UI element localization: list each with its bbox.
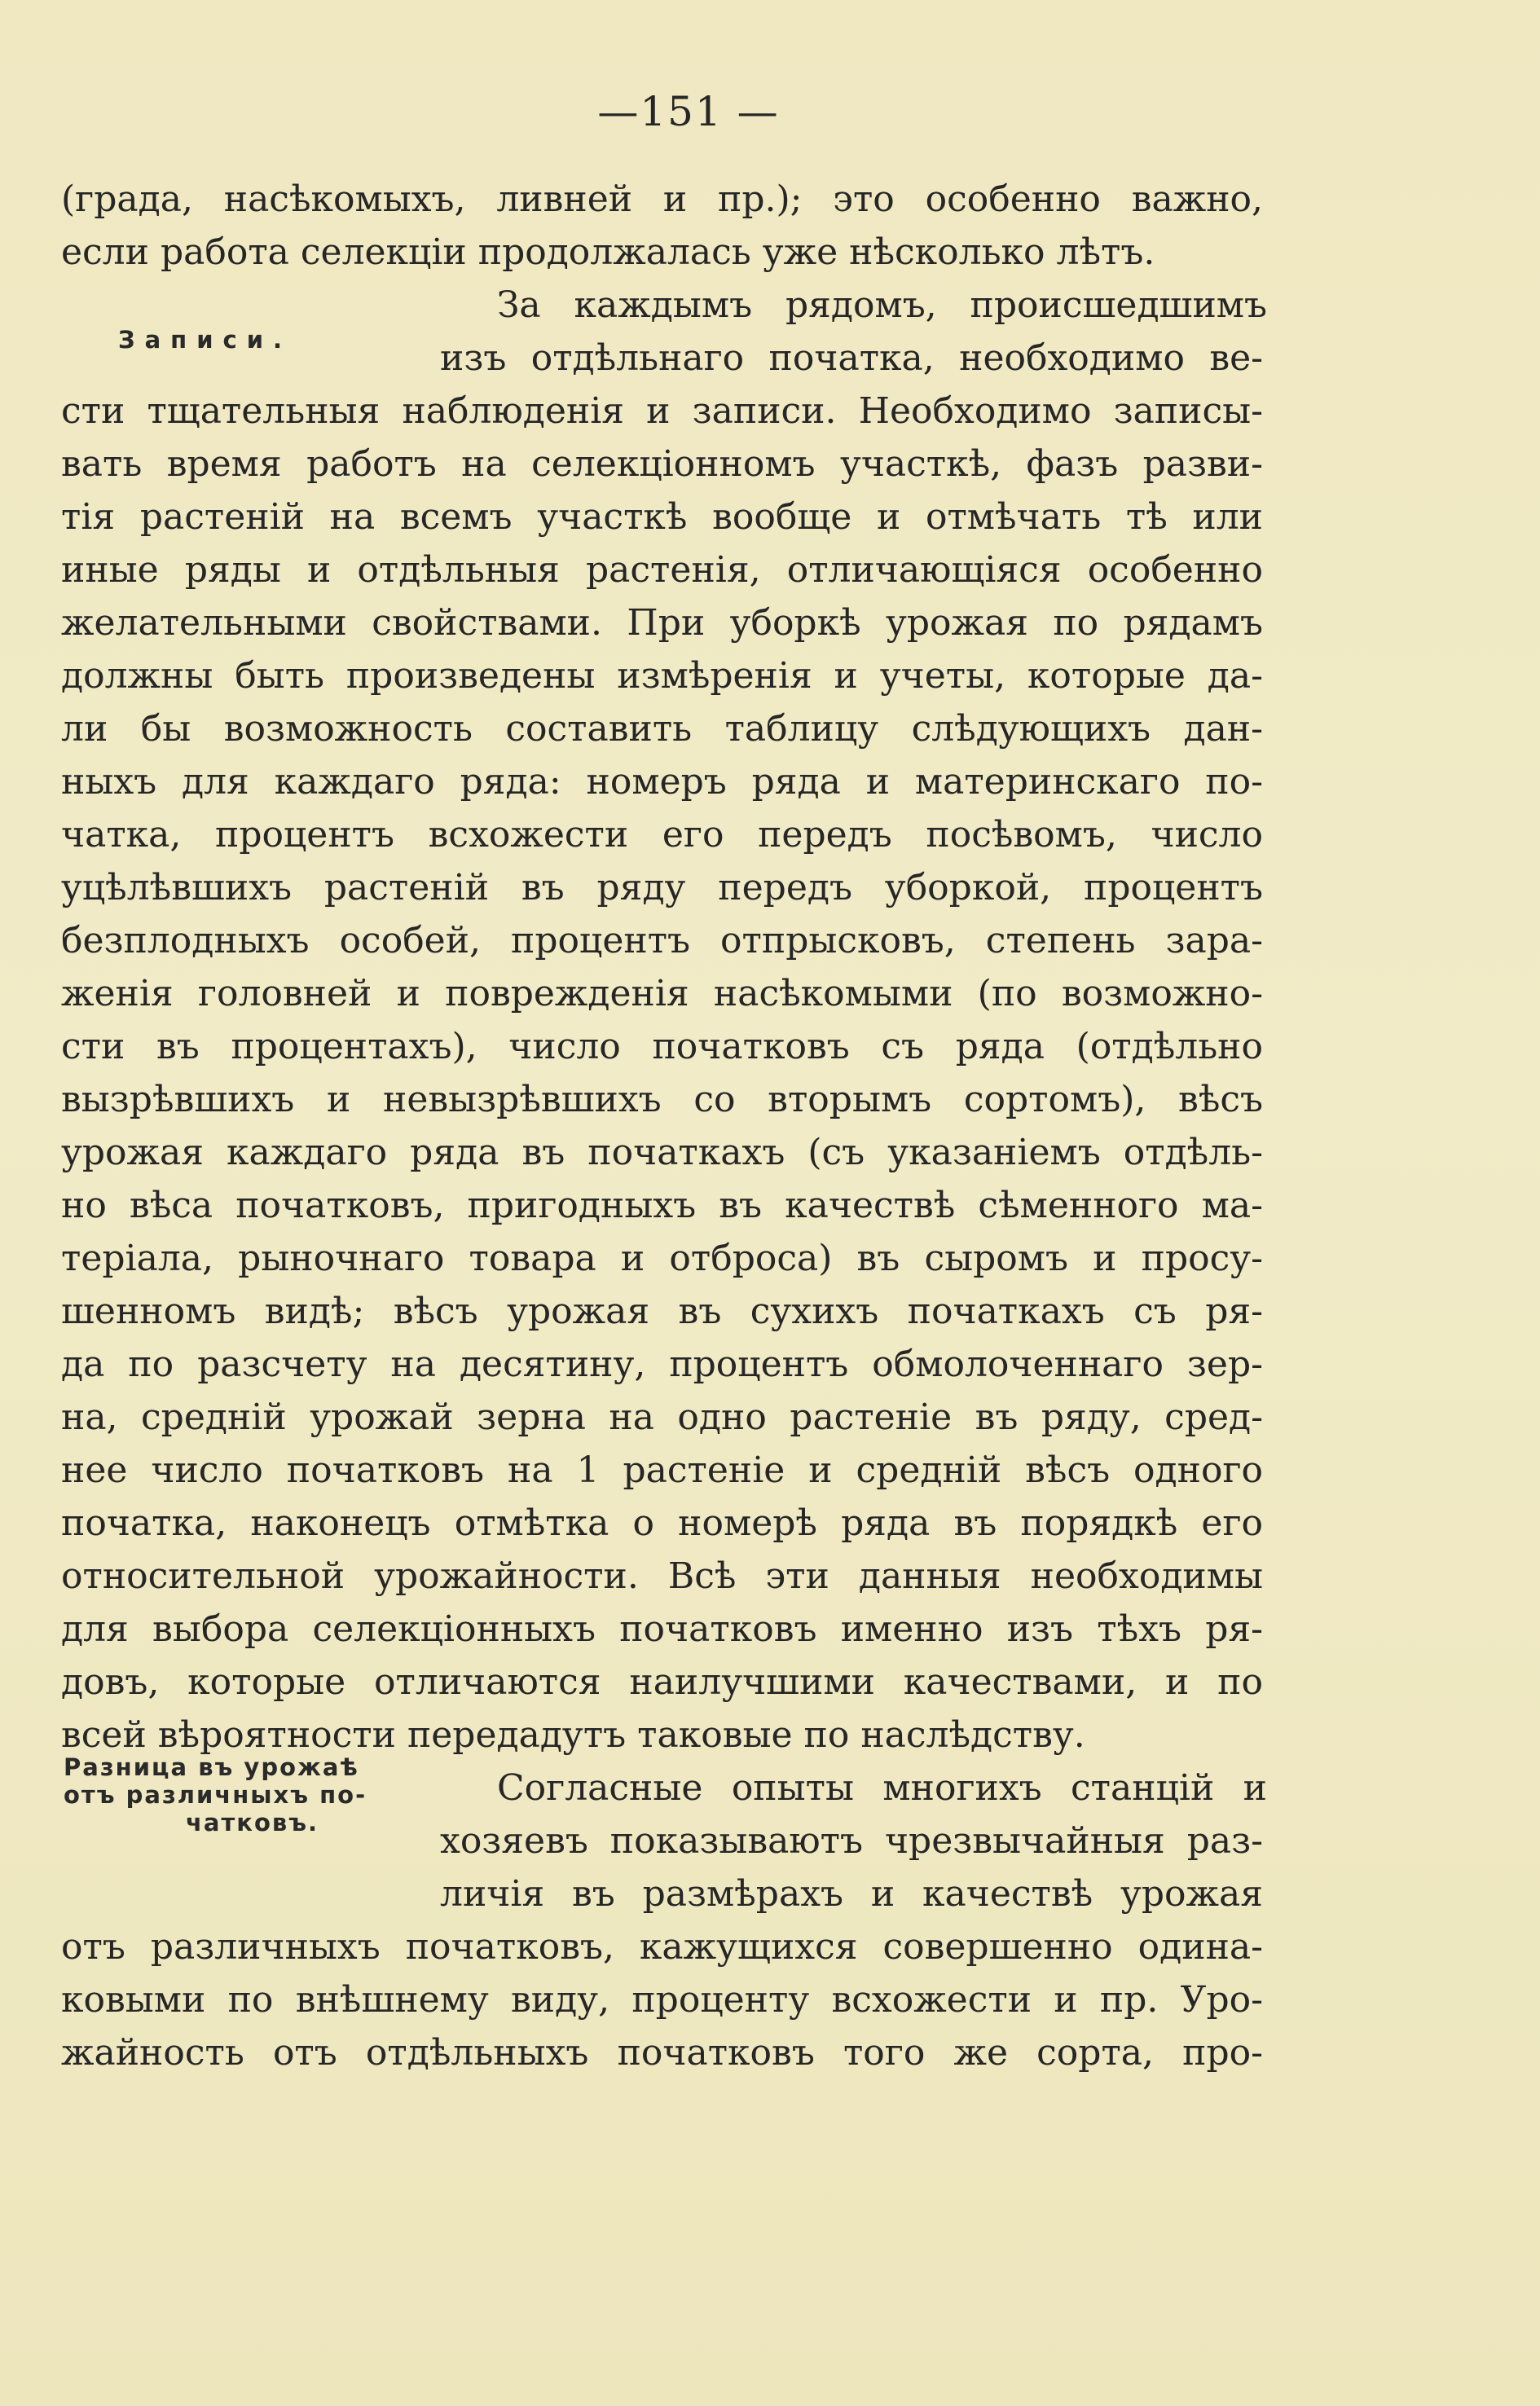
text-line: безплодныхъ особей, процентъ отпрысковъ, степень зара- bbox=[61, 920, 1263, 961]
text-line: сти въ процентахъ), число початковъ съ ряда (отдѣльно bbox=[61, 1026, 1263, 1067]
text-line: да по разсчету на десятину, процентъ обмолоченнаго зер- bbox=[61, 1344, 1263, 1385]
text-line: жайность отъ отдѣльныхъ початковъ того же сорта, про- bbox=[61, 2032, 1263, 2074]
text-line: изъ отдѣльнаго початка, необходимо ве- bbox=[440, 337, 1263, 379]
text-line: урожая каждаго ряда въ початкахъ (съ указаніемъ отдѣль- bbox=[61, 1132, 1263, 1173]
text-line: иные ряды и отдѣльныя растенія, отличающіяся особенно bbox=[61, 549, 1263, 591]
margin-note-line: чатковъ. bbox=[186, 1809, 319, 1836]
text-line: должны быть произведены измѣренія и учеты, которые да- bbox=[61, 655, 1263, 697]
text-line: нее число початковъ на 1 растеніе и средній вѣсъ одного bbox=[61, 1449, 1263, 1491]
text-line: ковыми по внѣшнему виду, проценту всхожести и пр. Уро- bbox=[61, 1979, 1263, 2021]
text-line: тія растеній на всемъ участкѣ вообще и отмѣчать тѣ или bbox=[61, 496, 1263, 538]
text-line: относительной урожайности. Всѣ эти данныя необходимы bbox=[61, 1555, 1263, 1597]
text-line: довъ, которые отличаются наилучшими качествами, и по bbox=[61, 1661, 1263, 1703]
text-line: Согласные опыты многихъ станцій и bbox=[497, 1767, 1267, 1809]
text-line: если работа селекціи продолжалась уже нѣсколько лѣтъ. bbox=[61, 231, 1155, 273]
text-line: отъ различныхъ початковъ, кажущихся совершенно одина- bbox=[61, 1926, 1263, 1968]
text-line: ли бы возможность составить таблицу слѣдующихъ дан- bbox=[61, 708, 1263, 750]
text-line: ныхъ для каждаго ряда: номеръ ряда и материнскаго по- bbox=[61, 761, 1263, 803]
text-line: желательными свойствами. При уборкѣ урожая по рядамъ bbox=[61, 602, 1263, 644]
text-line: на, средній урожай зерна на одно растеніе въ ряду, сред- bbox=[61, 1397, 1263, 1438]
page-number: —151 — bbox=[597, 88, 780, 135]
text-line: шенномъ видѣ; вѣсъ урожая въ сухихъ початкахъ съ ря- bbox=[61, 1291, 1263, 1332]
text-line: но вѣса початковъ, пригодныхъ въ качествѣ сѣменного ма- bbox=[61, 1185, 1263, 1226]
text-line: хозяевъ показываютъ чрезвычайныя раз- bbox=[440, 1820, 1263, 1862]
text-line: личія въ размѣрахъ и качествѣ урожая bbox=[440, 1873, 1263, 1915]
text-line: для выбора селекціонныхъ початковъ именно изъ тѣхъ ря- bbox=[61, 1608, 1263, 1650]
text-line: всей вѣроятности передадутъ таковые по наслѣдству. bbox=[61, 1714, 1085, 1756]
margin-note-line: Разница въ урожаѣ bbox=[64, 1753, 359, 1781]
text-line: сти тщательныя наблюденія и записи. Необходимо записы- bbox=[61, 390, 1263, 432]
margin-note-raznitsa bbox=[64, 1753, 422, 1836]
text-line: (града, насѣкомыхъ, ливней и пр.); это особенно важно, bbox=[61, 178, 1263, 220]
text-line: чатка, процентъ всхожести его передъ посѣвомъ, число bbox=[61, 814, 1263, 856]
text-line: уцѣлѣвшихъ растеній въ ряду передъ уборкой, процентъ bbox=[61, 867, 1263, 908]
text-line: вать время работъ на селекціонномъ участкѣ, фазъ разви- bbox=[61, 443, 1263, 485]
text-line: теріала, рыночнаго товара и отброса) въ сыромъ и просу- bbox=[61, 1238, 1263, 1279]
text-line: початка, наконецъ отмѣтка о номерѣ ряда въ порядкѣ его bbox=[61, 1502, 1263, 1544]
text-line: женія головней и поврежденія насѣкомыми (по возможно- bbox=[61, 973, 1263, 1014]
margin-note-line: отъ различныхъ по- bbox=[64, 1781, 367, 1809]
margin-note-zapisi: Записи. bbox=[118, 326, 293, 354]
text-line: вызрѣвшихъ и невызрѣвшихъ со вторымъ сортомъ), вѣсъ bbox=[61, 1079, 1263, 1120]
text-line: За каждымъ рядомъ, происшедшимъ bbox=[497, 284, 1267, 326]
